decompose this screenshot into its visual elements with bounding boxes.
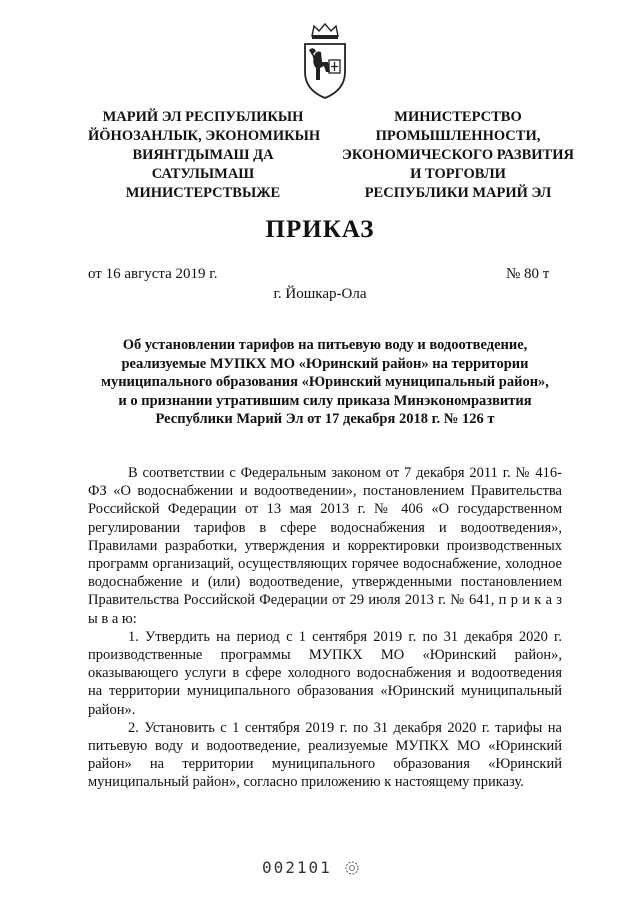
header-left-line: ЙӦНОЗАНЛЫК, ЭКОНОМИКЫН — [88, 128, 321, 144]
coat-of-arms-emblem — [300, 22, 350, 100]
header-right-line: РЕСПУБЛИКИ МАРИЙ ЭЛ — [364, 185, 552, 201]
header-left-line: ВИЯҤГДЫМАШ ДА — [132, 147, 274, 163]
subject-line: реализуемые МУПКХ МО «Юринский район» на территории — [121, 355, 529, 372]
document-date: от 16 августа 2019 г. — [88, 266, 218, 282]
body-paragraph-item-2: 2. Установить с 1 сентября 2019 г. по 31 декабря 2020 г. тарифы на питьевую воду и водоотведение, реализуемые МУПКХ МО «Юринский район» на территории муниципального образования «Юринский муниципальный район», согласно приложению к настоящему приказу. — [88, 719, 562, 791]
header-right-line: ЭКОНОМИЧЕСКОГО РАЗВИТИЯ — [342, 147, 574, 163]
document-subject — [78, 336, 572, 429]
stamp-mark-icon — [344, 860, 360, 876]
header-right-line: И ТОРГОВЛИ — [410, 166, 506, 182]
header-left-line: МИНИСТЕРСТВЫЖЕ — [125, 185, 281, 201]
header-right-line: МИНИСТЕРСТВО — [394, 109, 522, 125]
header-left-line: МАРИЙ ЭЛ РЕСПУБЛИКЫН — [102, 109, 304, 125]
subject-line: и о признании утратившим силу приказа Минэкономразвития — [118, 392, 532, 409]
document-number: № 80 т — [506, 266, 550, 282]
document-city: г. Йошкар-Ола — [273, 286, 367, 302]
header-left-ministry-name — [88, 108, 321, 203]
document-title: ПРИКАЗ — [265, 216, 375, 243]
body-paragraph-item-1: 1. Утвердить на период с 1 сентября 2019 г. по 31 декабря 2020 г. производственные программы МУПКХ МО «Юринский район», оказывающего услуги в сфере холодного водоснабжения и водоотведения на территории муниципального образования «Юринский муниципальный район». — [88, 628, 562, 718]
header-right-line: ПРОМЫШЛЕННОСТИ, — [375, 128, 541, 144]
subject-line: муниципального образования «Юринский муниципальный район», — [101, 374, 549, 390]
header-left-line: САТУЛЫМАШ — [151, 166, 255, 182]
subject-line: Об установлении тарифов на питьевую воду и водоотведение, — [122, 337, 528, 353]
serial-number: 002101 — [262, 858, 332, 877]
subject-line: Республики Марий Эл от 17 декабря 2018 г. № 126 т — [155, 411, 495, 427]
header-right-ministry-name — [338, 108, 578, 203]
document-body — [88, 464, 562, 792]
body-paragraph-preamble: В соответствии с Федеральным законом от 7 декабря 2011 г. № 416-ФЗ «О водоснабжении и водоотведении», постановлением Правительства Российской Федерации от 13 мая 2013 г. № 406 «О государственном регулировании тарифов в сфере водоснабжения и водоотведения», Правилами разработки, утверждения и корректировки производственных программ организаций, осуществляющих горячее водоснабжение, холодное водоснабжение и (или) водоотведение, утвержденными постановлением Правительства Российской Федерации от 29 июля 2013 г. № 641, п р и к а з ы в а ю: — [88, 465, 562, 627]
